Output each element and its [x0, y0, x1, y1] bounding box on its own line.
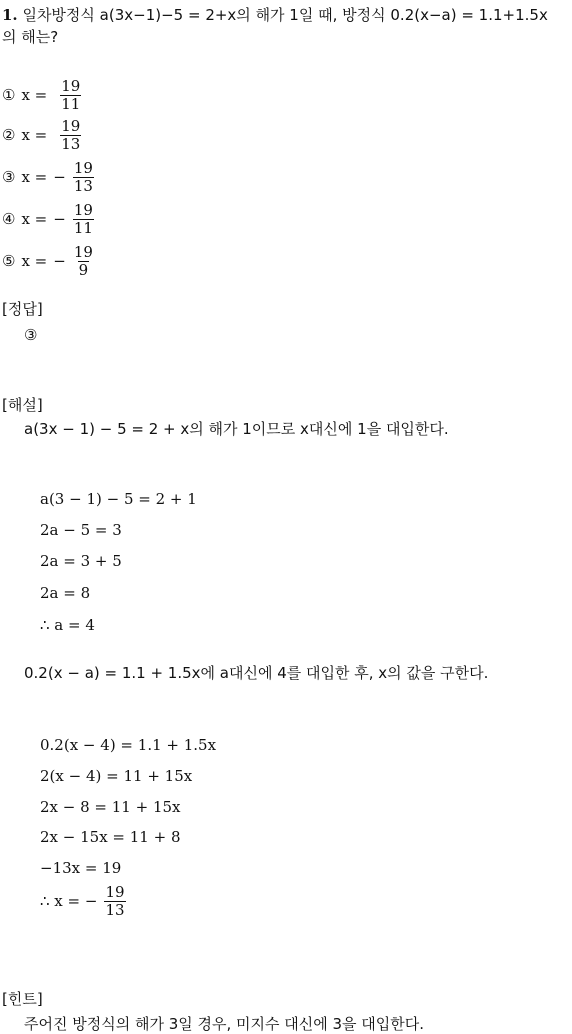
solution-step: 2x − 15x = 11 + 8	[40, 828, 181, 846]
numerator: 19	[73, 201, 93, 219]
option-marker: ②	[2, 126, 16, 144]
solution-step: 2a = 3 + 5	[40, 552, 122, 570]
solution-step: 2a − 5 = 3	[40, 521, 122, 539]
option-marker: ①	[2, 86, 16, 104]
denominator: 13	[105, 900, 125, 919]
numerator: 19	[105, 883, 125, 901]
denominator: 9	[78, 260, 89, 279]
denominator: 11	[61, 94, 81, 113]
solution-middle: 0.2(x − a) = 1.1 + 1.5x에 a대신에 4를 대입한 후, x의 값을 구한다.	[24, 664, 489, 682]
option-marker: ⑤	[2, 252, 16, 270]
option-fraction	[73, 244, 94, 278]
option-fraction	[73, 202, 94, 236]
option-marker: ③	[2, 168, 16, 186]
solution-step: 2a = 8	[40, 584, 91, 602]
option-5[interactable]	[2, 244, 95, 278]
final-prefix: ∴ x = −	[40, 892, 98, 910]
denominator: 11	[73, 218, 93, 237]
answer-heading: [정답]	[2, 300, 43, 318]
hint-text: 주어진 방정식의 해가 3일 경우, 미지수 대신에 3을 대입한다.	[24, 1015, 425, 1033]
solution-step: ∴ a = 4	[40, 616, 95, 634]
option-fraction	[60, 78, 81, 112]
problem-line-1	[2, 4, 548, 25]
denominator: 13	[61, 134, 81, 153]
option-2[interactable]	[2, 118, 82, 152]
option-sign: −	[53, 168, 66, 186]
option-sign: −	[53, 252, 66, 270]
option-3[interactable]	[2, 160, 95, 194]
solution-step: 0.2(x − 4) = 1.1 + 1.5x	[40, 736, 217, 754]
option-marker: ④	[2, 210, 16, 228]
solution-heading: [해설]	[2, 396, 43, 414]
option-prefix: x =	[21, 86, 48, 104]
numerator: 19	[61, 117, 81, 135]
numerator: 19	[73, 243, 93, 261]
problem-text-line-2: 의 해는?	[2, 28, 59, 46]
problem-text-line-1: 일차방정식 a(3x−1)−5 = 2+x의 해가 1일 때, 방정식 0.2(x−a) = 1.1+1.5x	[22, 6, 548, 24]
option-1[interactable]	[2, 78, 82, 112]
problem-number: 1.	[2, 6, 18, 24]
solution-step: 2(x − 4) = 11 + 15x	[40, 767, 193, 785]
option-prefix: x =	[21, 168, 48, 186]
solution-step: −13x = 19	[40, 859, 122, 877]
option-sign: −	[53, 210, 66, 228]
final-fraction	[104, 884, 125, 918]
solution-final	[40, 884, 127, 918]
option-prefix: x =	[21, 126, 48, 144]
solution-intro: a(3x − 1) − 5 = 2 + x의 해가 1이므로 x대신에 1을 대입한다.	[24, 420, 449, 438]
option-prefix: x =	[21, 210, 48, 228]
numerator: 19	[73, 159, 93, 177]
option-fraction	[73, 160, 94, 194]
solution-step: 2x − 8 = 11 + 15x	[40, 798, 181, 816]
option-4[interactable]	[2, 202, 95, 236]
answer-value: ③	[24, 326, 38, 344]
denominator: 13	[73, 176, 93, 195]
hint-heading: [힌트]	[2, 990, 43, 1008]
solution-step: a(3 − 1) − 5 = 2 + 1	[40, 490, 197, 508]
option-prefix: x =	[21, 252, 48, 270]
option-fraction	[60, 118, 81, 152]
numerator: 19	[61, 77, 81, 95]
